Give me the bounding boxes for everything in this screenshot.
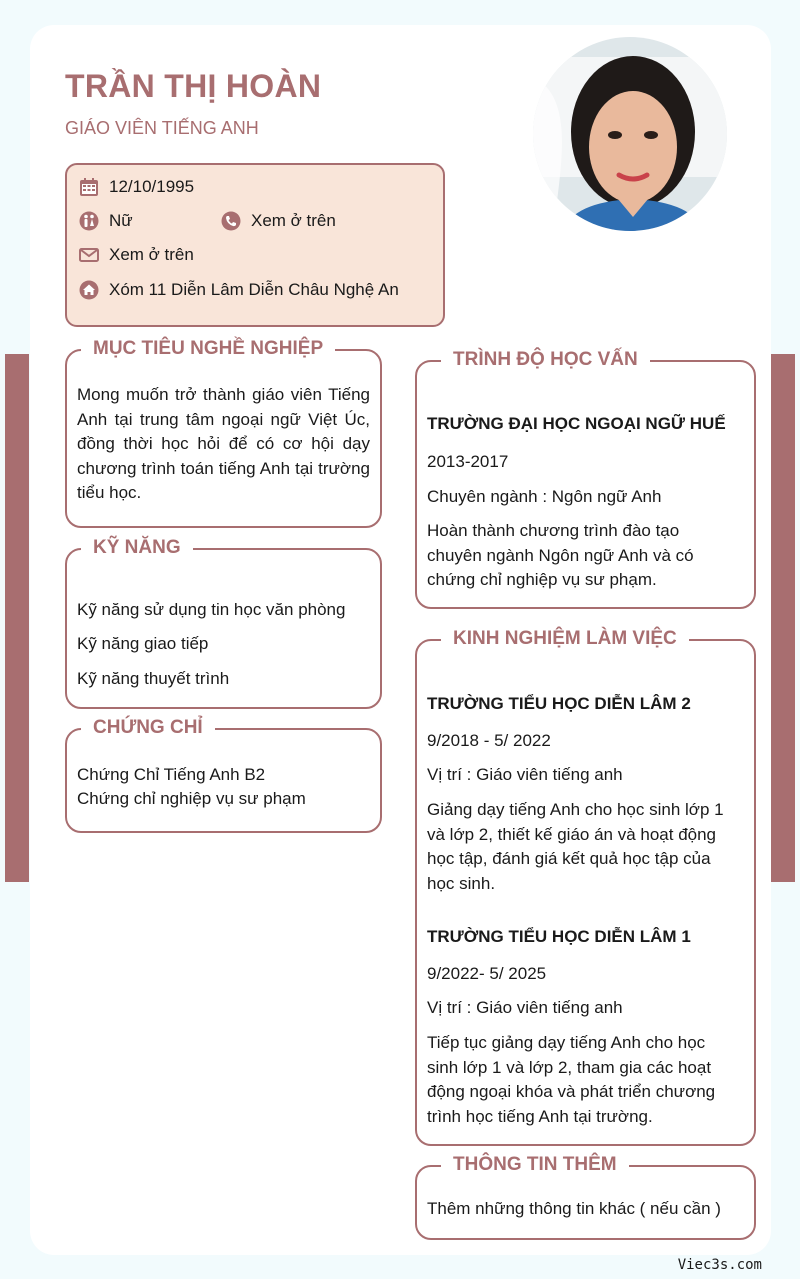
education-section	[415, 349, 756, 609]
right-side-band	[771, 354, 795, 882]
job-position: Vị trí : Giáo viên tiếng anh	[427, 998, 623, 1017]
email-item	[79, 245, 194, 265]
email-icon	[79, 245, 99, 265]
education-description: Hoàn thành chương trình đào tạo chuyên ngành Ngôn ngữ Anh và có chứng chỉ nghiệp vụ sư phạm.	[427, 521, 694, 589]
job-org: TRƯỜNG TIỂU HỌC DIỄN LÂM 1	[427, 927, 691, 946]
skills-heading: KỸ NĂNG	[81, 536, 193, 560]
phone-value: Xem ở trên	[251, 211, 336, 230]
experience-section	[415, 628, 756, 1146]
job-description: Tiếp tục giảng dạy tiếng Anh cho học sinh lớp 1 và lớp 2, tham gia các hoạt động ngoại khóa và phát triển chương trình học tiếng Anh tại trường.	[427, 1033, 716, 1126]
home-icon	[79, 280, 99, 300]
additional-info-text: Thêm những thông tin khác ( nếu cần )	[427, 1199, 721, 1218]
birthday-item	[79, 177, 194, 197]
additional-info-section	[415, 1154, 756, 1240]
left-side-band	[5, 354, 29, 882]
education-school: TRƯỜNG ĐẠI HỌC NGOẠI NGỮ HUẾ	[427, 414, 726, 433]
skill-item: Kỹ năng thuyết trình	[77, 669, 230, 688]
experience-heading: KINH NGHIỆM LÀM VIỆC	[441, 627, 689, 651]
certificate-item: Chứng chỉ nghiệp vụ sư phạm	[77, 789, 306, 808]
job-description: Giảng dạy tiếng Anh cho học sinh lớp 1 và lớp 2, thiết kế giáo án và hoạt động học tập, đánh giá kết quả học tập của học sinh.	[427, 800, 724, 893]
skill-item: Kỹ năng giao tiếp	[77, 634, 209, 653]
calendar-icon	[79, 177, 99, 197]
profile-photo	[533, 37, 727, 231]
education-period: 2013-2017	[427, 452, 509, 471]
job-position: Vị trí : Giáo viên tiếng anh	[427, 765, 623, 784]
additional-info-heading: THÔNG TIN THÊM	[441, 1153, 629, 1177]
address-value: Xóm 11 Diễn Lâm Diễn Châu Nghệ An	[109, 280, 399, 299]
skills-section	[65, 537, 382, 709]
job-title: GIÁO VIÊN TIẾNG ANH	[65, 118, 259, 138]
address-item	[79, 280, 399, 300]
education-heading: TRÌNH ĐỘ HỌC VẤN	[441, 348, 650, 372]
job-period: 9/2022- 5/ 2025	[427, 964, 547, 983]
job-period: 9/2018 - 5/ 2022	[427, 731, 551, 750]
skill-item: Kỹ năng sử dụng tin học văn phòng	[77, 600, 346, 619]
objective-text: Mong muốn trở thành giáo viên Tiếng Anh tại trung tâm ngoại ngữ Việt Úc, đồng thời học hỏi để có cơ hội dạy chương trình toán tiếng Anh tại trường tiểu học.	[77, 385, 370, 502]
job-org: TRƯỜNG TIỂU HỌC DIỄN LÂM 2	[427, 694, 691, 713]
education-major: Chuyên ngành : Ngôn ngữ Anh	[427, 487, 662, 506]
contact-info-box	[65, 163, 445, 327]
gender-icon	[79, 211, 99, 231]
gender-value: Nữ	[109, 211, 133, 230]
candidate-name: TRẦN THỊ HOÀN	[65, 68, 322, 104]
objective-heading: MỤC TIÊU NGHỀ NGHIỆP	[81, 337, 335, 361]
certificates-section	[65, 717, 382, 833]
objective-section	[65, 338, 382, 528]
phone-icon	[221, 211, 241, 231]
watermark: Viec3s.com	[677, 1257, 762, 1273]
certificates-heading: CHỨNG CHỈ	[81, 716, 215, 740]
gender-item	[79, 211, 133, 231]
certificate-item: Chứng Chỉ Tiếng Anh B2	[77, 765, 266, 784]
email-value: Xem ở trên	[109, 245, 194, 264]
phone-item	[221, 211, 336, 231]
birthday-value: 12/10/1995	[109, 177, 195, 196]
